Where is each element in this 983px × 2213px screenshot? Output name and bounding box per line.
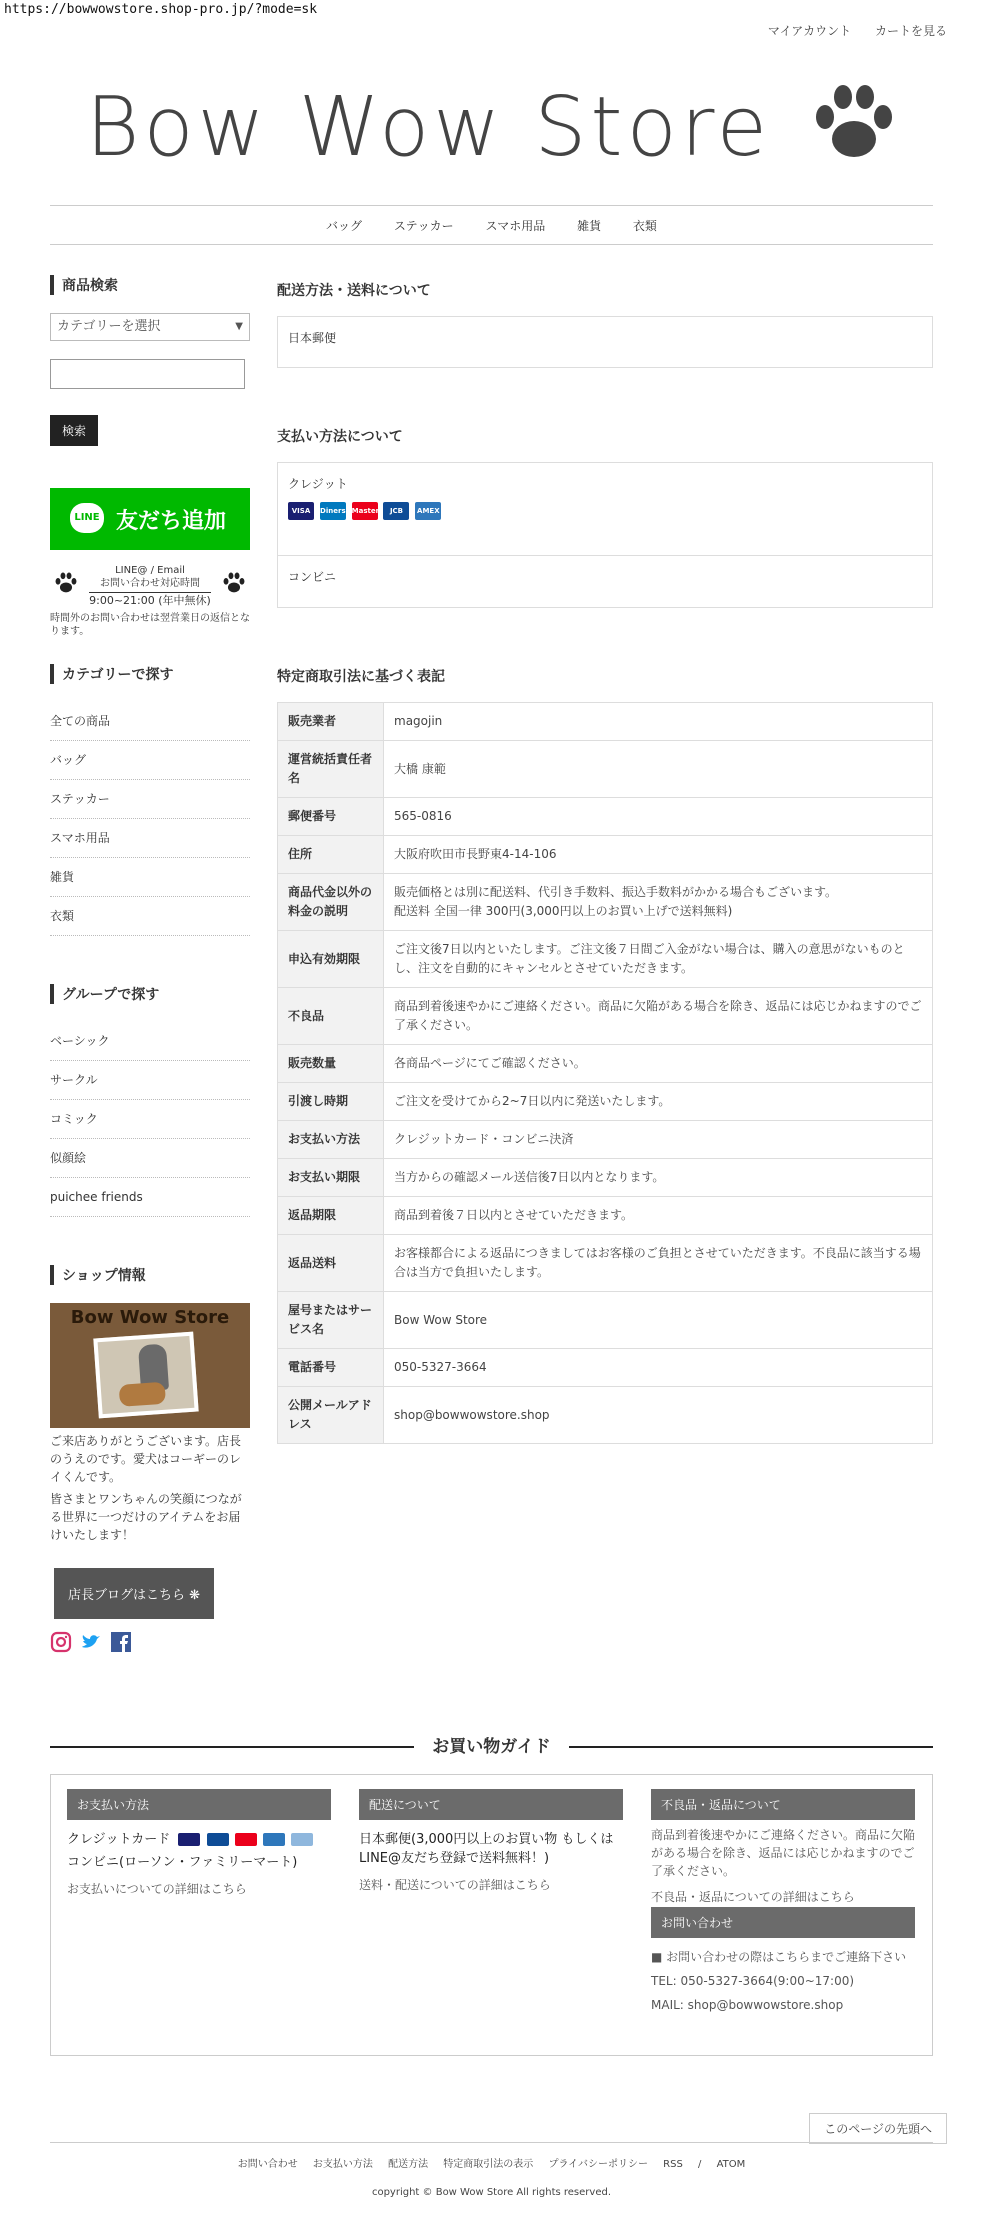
dog-figure [119,1382,166,1407]
category-item[interactable]: バッグ [50,741,250,780]
group-item[interactable]: puichee friends [50,1178,250,1217]
dropdown-arrow-icon: ▼ [235,321,243,332]
sidebar [50,275,250,1653]
visa-icon [178,1833,200,1846]
amex-icon: AMEX [415,502,441,520]
diners-icon: Diners [320,502,346,520]
guide-returns [651,1789,915,2014]
category-item[interactable]: 雑貨 [50,858,250,897]
law-value: 商品到着後７日以内とさせていただきます。 [384,1197,933,1235]
shipping-method: 日本郵便 [288,331,337,345]
guide-contact-title: お問い合わせ [651,1907,915,1938]
group-item[interactable]: サークル [50,1061,250,1100]
law-key: 郵便番号 [278,798,384,836]
search-heading: 商品検索 [50,275,250,295]
law-value: 商品到着後速やかにご連絡ください。商品に欠陥がある場合を除き、返品には応じかねますのでご了承ください。 [384,988,933,1045]
category-item[interactable]: スマホ用品 [50,819,250,858]
category-item[interactable]: 衣類 [50,897,250,936]
jcb-icon [207,1833,229,1846]
law-row [278,1159,933,1197]
global-nav [50,205,933,245]
law-value: 各商品ページにてご確認ください。 [384,1045,933,1083]
site-logo[interactable] [0,80,983,183]
category-select-value: カテゴリーを選択 [57,319,161,334]
law-table [277,702,933,1444]
payment-conv-row [278,555,932,607]
facebook-icon[interactable] [110,1631,132,1653]
law-row [278,931,933,988]
law-key: 商品代金以外の料金の説明 [278,874,384,931]
law-key: 販売業者 [278,703,384,741]
law-key: 返品送料 [278,1235,384,1292]
line-info-note: 時間外のお問い合わせは翌営業日の返信となります。 [50,613,250,637]
group-heading: グループで探す [50,984,250,1004]
law-value: 当方からの確認メール送信後7日以内となります。 [384,1159,933,1197]
law-value: ご注文を受けてから2~7日以内に発送いたします。 [384,1083,933,1121]
law-key: お支払い期限 [278,1159,384,1197]
footer-link-rss[interactable]: RSS [663,2159,683,2170]
footer-link-shipping[interactable]: 配送方法 [388,2159,429,2170]
category-list [50,702,250,936]
guide-payment [67,1789,331,1897]
guide-returns-title: 不良品・返品について [651,1789,915,1820]
diners-icon [291,1833,313,1846]
nav-item-phone[interactable]: スマホ用品 [485,219,546,233]
shop-info-heading: ショップ情報 [50,1265,250,1285]
footer-link-contact[interactable]: お問い合わせ [237,2159,298,2170]
law-row [278,703,933,741]
payment-heading: 支払い方法について [277,429,403,445]
guide-shipping [359,1789,623,1893]
law-value: お客様都合による返品につきましてはお客様のご負担とさせていただきます。不良品に該当する場合は当方で負担いたします。 [384,1235,933,1292]
view-cart-link[interactable]: カートを見る [874,24,947,38]
mastercard-icon [235,1833,257,1846]
search-button[interactable]: 検索 [50,415,98,446]
guide-payment-conv: コンビニ(ローソン・ファミリーマート) [67,1855,298,1870]
category-item[interactable]: ステッカー [50,780,250,819]
line-info [50,564,250,638]
guide-box [50,1774,933,2056]
category-select[interactable] [50,313,250,341]
mastercard-icon: Master [352,502,378,520]
line-info-title: LINE@ / Email [115,565,185,576]
guide-credit-label: クレジットカード [67,1832,171,1847]
nav-item-clothes[interactable]: 衣類 [632,219,657,233]
instagram-icon[interactable] [50,1631,72,1653]
footer-nav [0,2155,983,2170]
law-value: クレジットカード・コンビニ決済 [384,1121,933,1159]
law-key: 住所 [278,836,384,874]
sns-links [50,1631,250,1653]
law-row [278,1349,933,1387]
line-banner-text: 友だち追加 [116,509,227,534]
group-item[interactable]: コミック [50,1100,250,1139]
law-row [278,1387,933,1444]
line-logo-icon: LINE [70,503,104,533]
top-links [748,22,947,39]
law-row [278,1083,933,1121]
law-key: 屋号またはサービス名 [278,1292,384,1349]
address-bar[interactable]: https://bowwowstore.shop-pro.jp/?mode=sk [4,2,318,17]
footer-link-law[interactable]: 特定商取引法の表示 [443,2159,534,2170]
guide-card-logos [174,1832,315,1847]
law-key: 公開メールアドレス [278,1387,384,1444]
blog-button-label: 店長ブログはこちら [68,1588,186,1603]
paw-right-icon [222,572,246,598]
shopping-guide [50,1732,933,2056]
owner-dog-photo [93,1332,198,1419]
guide-heading [50,1732,933,1762]
law-row [278,874,933,931]
paw-left-icon [54,572,78,598]
law-heading: 特定商取引法に基づく表記 [277,669,445,685]
law-value: magojin [384,703,933,741]
nav-item-goods[interactable]: 雑貨 [577,219,602,233]
law-row [278,1045,933,1083]
main-content [277,280,933,1444]
payment-credit-label: クレジット [288,477,348,491]
law-key: 不良品 [278,988,384,1045]
law-row [278,1197,933,1235]
guide-shipping-title: 配送について [359,1789,623,1820]
law-key: 電話番号 [278,1349,384,1387]
guide-returns-text: 商品到着後速やかにご連絡ください。商品に欠陥がある場合を除き、返品には応じかねますのでご了承ください。 [651,1828,916,1878]
guide-shipping-text: 日本郵便(3,000円以上のお買い物 もしくは LINE@友だち登録で送料無料！) [359,1832,614,1866]
guide-payment-link[interactable]: お支払いについての詳細はこちら [67,1882,247,1896]
my-account-link[interactable]: マイアカウント [767,24,852,38]
shipping-heading: 配送方法・送料について [277,283,431,299]
jcb-icon: JCB [383,502,409,520]
shop-photo [50,1303,250,1428]
law-key: 返品期限 [278,1197,384,1235]
visa-icon: VISA [288,502,314,520]
shop-photo-title: Bow Wow Store [70,1307,230,1328]
payment-conv-label: コンビニ [288,570,337,584]
law-row [278,1292,933,1349]
law-value: shop@bowwowstore.shop [384,1387,933,1444]
guide-contact-text: ■ お問い合わせの際はこちらまでご連絡下さい [651,1950,907,1964]
law-key: 申込有効期限 [278,931,384,988]
law-value: 050-5327-3664 [384,1349,933,1387]
guide-returns-link[interactable]: 不良品・返品についての詳細はこちら [651,1890,855,1904]
law-value: 大橋 康範 [384,741,933,798]
law-row [278,741,933,798]
line-info-hours: 9:00~21:00 (年中無休) [89,594,211,607]
shipping-box [277,316,933,368]
group-item[interactable]: ベーシック [50,1022,250,1061]
card-logos [288,502,922,520]
line-info-subtitle: お問い合わせ対応時間 [100,578,200,589]
page-top-button[interactable]: このページの先頭へ [809,2113,947,2144]
law-value: 販売価格とは別に配送料、代引き手数料、振込手数料がかかる場合もございます。 配送料 全国一律 300円(3,000円以上のお買い上げで送料無料) [384,874,933,931]
guide-shipping-link[interactable]: 送料・配送についての詳細はこちら [359,1878,551,1892]
law-value: 大阪府吹田市長野東4-14-106 [384,836,933,874]
copyright: copyright © Bow Wow Store All rights reserved. [371,2187,612,2198]
group-list [50,1022,250,1217]
law-key: 運営統括責任者名 [278,741,384,798]
law-key: 引渡し時期 [278,1083,384,1121]
line-add-friend-banner[interactable] [50,488,250,550]
law-row [278,1121,933,1159]
law-row [278,988,933,1045]
search-input[interactable] [50,359,245,389]
blog-button[interactable]: 店長ブログはこちら ❋ [54,1568,214,1619]
category-item[interactable]: 全ての商品 [50,702,250,741]
guide-title: お買い物ガイド [414,1737,569,1757]
law-row [278,836,933,874]
nav-item-bag[interactable]: バッグ [326,219,363,233]
guide-payment-credit [67,1830,331,1849]
guide-contact-mail: MAIL: shop@bowwowstore.shop [651,1998,844,2012]
shop-text-1: ご来店ありがとうございます。店長のうえのです。愛犬はコーギーのレイくんです。 [50,1434,242,1484]
payment-box [277,462,933,608]
law-key: お支払い方法 [278,1121,384,1159]
law-key: 販売数量 [278,1045,384,1083]
category-heading: カテゴリーで探す [50,664,250,684]
footer-divider [50,2142,933,2143]
guide-payment-title: お支払い方法 [67,1789,331,1820]
guide-contact-tel: TEL: 050-5327-3664(9:00~17:00) [651,1974,855,1988]
footer-link-privacy[interactable]: プライバシーポリシー [548,2159,648,2170]
logo-text: Bow Wow Store [85,80,772,175]
twitter-icon[interactable] [80,1631,102,1653]
law-row [278,798,933,836]
footer-separator: / [698,2159,702,2170]
amex-icon [263,1833,285,1846]
law-row [278,1235,933,1292]
footer-link-atom[interactable]: ATOM [716,2159,746,2170]
law-value: Bow Wow Store [384,1292,933,1349]
footer-link-payment[interactable]: お支払い方法 [312,2159,373,2170]
paw-icon [811,83,897,183]
law-value: 565-0816 [384,798,933,836]
nav-item-sticker[interactable]: ステッカー [393,219,454,233]
payment-credit-row [278,463,932,555]
law-value: ご注文後7日以内といたします。ご注文後７日間ご入金がない場合は、購入の意思がないものとし、注文を自動的にキャンセルとさせていただきます。 [384,931,933,988]
group-item[interactable]: 似顔絵 [50,1139,250,1178]
shop-text-2: 皆さまとワンちゃんの笑顔につながる世界に一つだけのアイテムをお届けいたします！ [50,1492,242,1542]
